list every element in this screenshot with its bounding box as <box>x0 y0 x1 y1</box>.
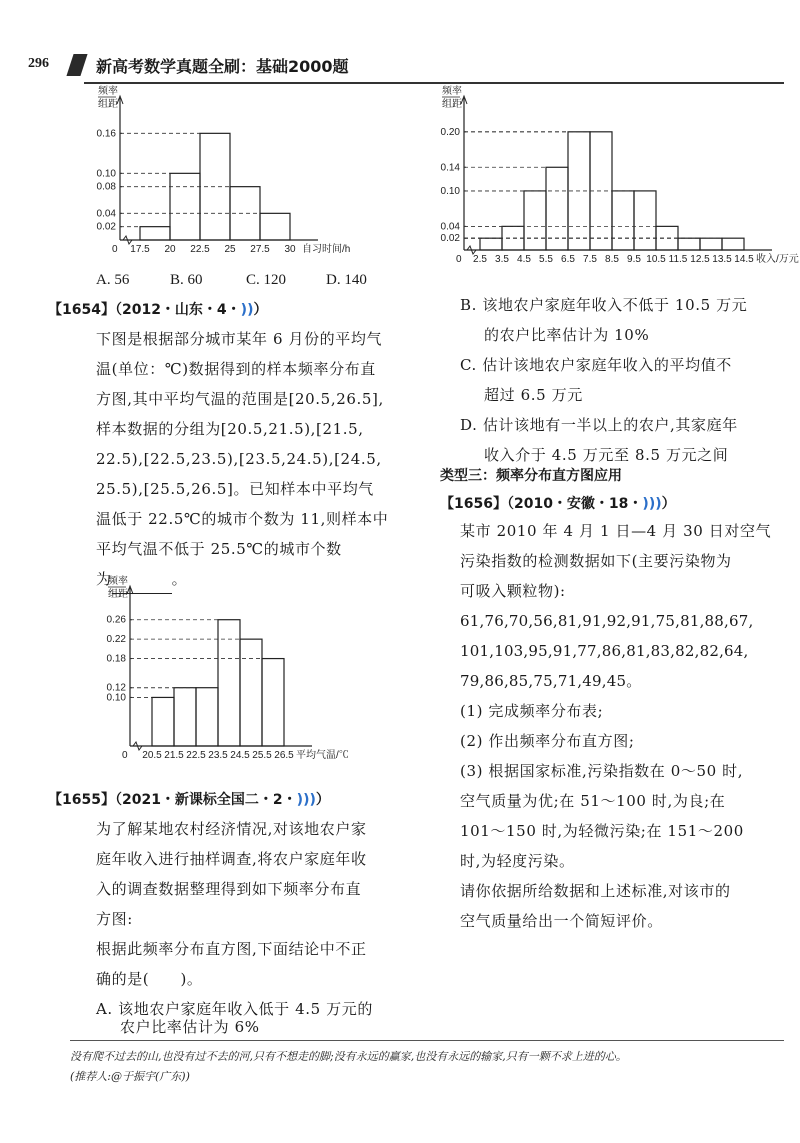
problem-1654-line: 方图,其中平均气温的范围是[20.5,26.5], <box>96 390 384 408</box>
x-tick-label: 22.5 <box>190 244 210 255</box>
problem-1655-option-b-cont: 的农户比率估计为 10% <box>484 326 650 344</box>
option-d: D. 140 <box>326 272 367 288</box>
y-tick-label: 0.16 <box>96 128 116 140</box>
x-tick-label: 14.5 <box>734 254 754 265</box>
problem-1656-tag: 【1656】（2010・安徽・18・)))） <box>440 496 676 512</box>
problem-1654-last-text: 为 <box>96 570 112 588</box>
y-tick-label: 0.26 <box>106 614 126 626</box>
histogram-bar <box>262 659 284 746</box>
problem-1655-option-a: A. 该地农户家庭年收入低于 4.5 万元的 <box>96 1000 373 1018</box>
x-tick-label: 2.5 <box>473 254 487 265</box>
histogram-bar <box>196 688 218 746</box>
histogram-bar <box>700 238 722 250</box>
y-tick-label: 0.04 <box>440 221 460 233</box>
problem-1655-tag: 【1655】（2021・新课标全国二・2・)))） <box>48 792 330 808</box>
y-tick-label: 0.08 <box>96 181 116 193</box>
problem-1656-part-3: (3) 根据国家标准,污染指数在 0～50 时, <box>460 762 744 780</box>
y-tick-label: 0.14 <box>440 162 460 174</box>
x-tick-label: 20 <box>164 244 176 255</box>
histogram-bar <box>140 227 170 240</box>
histogram-bar <box>260 213 290 240</box>
y-axis-label-top: 频率 <box>108 576 128 587</box>
problem-1655-option-c-cont: 超过 6.5 万元 <box>484 386 583 404</box>
problem-1655-option-d-cont: 收入介于 4.5 万元至 8.5 万元之间 <box>484 446 729 464</box>
histogram-bar <box>678 238 700 250</box>
option-b: B. 60 <box>170 272 203 288</box>
problem-1655-source: 【1655】（2021・新课标全国二・2・ <box>48 792 297 808</box>
problem-1656-part-2: (2) 作出频率分布直方图; <box>460 732 635 750</box>
histogram-bar <box>524 191 546 250</box>
difficulty-icon: )) <box>240 302 254 318</box>
origin-label: 0 <box>112 244 118 255</box>
x-tick-label: 26.5 <box>274 750 294 761</box>
histogram-bar <box>480 238 502 250</box>
x-axis-label: 收入/万元 <box>756 254 799 265</box>
x-tick-label: 17.5 <box>130 244 150 255</box>
problem-1655-line: 为了解某地农村经济情况,对该地农户家 <box>96 820 367 838</box>
difficulty-icon: ))) <box>296 792 316 808</box>
y-tick-label: 0.10 <box>440 185 460 197</box>
x-tick-label: 8.5 <box>605 254 619 265</box>
y-axis-label-bottom: 组距 <box>98 99 118 110</box>
option-c: C. 120 <box>246 272 287 288</box>
y-tick-label: 0.04 <box>96 208 116 220</box>
problem-1654-line: 温低于 22.5℃的城市个数为 11,则样本中 <box>96 510 389 528</box>
footer-quote: 没有爬不过去的山,也没有过不去的河,只有不想走的脚;没有永远的赢家,也没有永远的输家,只有一颗不求上进的心。 <box>70 1050 627 1063</box>
problem-1654-line: 22.5),[22.5,23.5),[23.5,24.5),[24.5, <box>96 450 382 468</box>
problem-1656-line: 请你依据所给数据和上述标准,对该市的 <box>460 882 731 900</box>
y-tick-label: 0.22 <box>106 634 126 646</box>
problem-1654-line: 下图是根据部分城市某年 6 月份的平均气 <box>96 330 383 348</box>
histogram-study-time <box>80 86 410 270</box>
section-heading-type3: 类型三：频率分布直方图应用 <box>440 468 622 484</box>
y-tick-label: 0.02 <box>440 233 460 245</box>
problem-1654-source: 【1654】（2012・山东・4・ <box>48 302 241 318</box>
histogram-bar <box>152 697 174 746</box>
x-tick-label: 3.5 <box>495 254 509 265</box>
y-tick-label: 0.20 <box>440 126 460 138</box>
problem-1656-line: 空气质量给出一个简短评价。 <box>460 912 663 930</box>
x-tick-label: 21.5 <box>164 750 184 761</box>
y-tick-label: 0.10 <box>106 692 126 704</box>
problem-1656-line: 空气质量为优;在 51～100 时,为良;在 <box>460 792 726 810</box>
problem-1655-line: 庭年收入进行抽样调查,将农户家庭年收 <box>96 850 367 868</box>
histogram-bar <box>612 191 634 250</box>
problem-1655-option-b: B. 该地农户家庭年收入不低于 10.5 万元 <box>460 296 748 314</box>
x-tick-label: 6.5 <box>561 254 575 265</box>
header-slash-mark <box>66 54 87 76</box>
origin-label: 0 <box>456 254 462 265</box>
problem-1656-part-1: (1) 完成频率分布表; <box>460 702 604 720</box>
problem-1655-line: 确的是( )。 <box>96 970 203 988</box>
problem-1656-data: 79,86,85,75,71,49,45。 <box>460 672 642 690</box>
x-tick-label: 12.5 <box>690 254 710 265</box>
y-tick-label: 0.02 <box>96 221 116 233</box>
problem-1654-period: 。 <box>171 570 188 588</box>
problem-1656-line: 污染指数的检测数据如下(主要污染物为 <box>460 552 732 570</box>
problem-1654-line: 平均气温不低于 25.5℃的城市个数 <box>96 540 342 558</box>
histogram-bar <box>546 167 568 250</box>
problem-1655-option-c: C. 估计该地农户家庭年收入的平均值不 <box>460 356 732 374</box>
x-tick-label: 7.5 <box>583 254 597 265</box>
histogram-bar <box>174 688 196 746</box>
difficulty-icon: ))) <box>642 496 662 512</box>
x-axis-label: 平均气温/℃ <box>296 750 349 761</box>
x-axis-label: 自习时间/h <box>302 244 351 255</box>
option-a: A. 56 <box>96 272 130 288</box>
x-tick-label: 30 <box>284 244 296 255</box>
problem-1654-tag: 【1654】（2012・山东・4・))） <box>48 302 268 318</box>
problem-1655-line: 根据此频率分布直方图,下面结论中不正 <box>96 940 367 958</box>
footer-rule <box>70 1040 784 1041</box>
x-tick-label: 13.5 <box>712 254 732 265</box>
y-axis-label-bottom: 组距 <box>442 99 462 110</box>
problem-1654-line: 温(单位：℃)数据得到的样本频率分布直 <box>96 360 376 378</box>
x-tick-label: 11.5 <box>668 254 688 265</box>
problem-1655-option-d: D. 估计该地有一半以上的农户,其家庭年 <box>460 416 738 434</box>
x-tick-label: 9.5 <box>627 254 641 265</box>
y-axis-label-bottom: 组距 <box>108 589 128 600</box>
x-tick-label: 25.5 <box>252 750 272 761</box>
histogram-bar <box>240 639 262 746</box>
histogram-bar <box>722 238 744 250</box>
x-tick-label: 24.5 <box>230 750 250 761</box>
problem-1656-line: 某市 2010 年 4 月 1 日—4 月 30 日对空气 <box>460 522 772 540</box>
y-tick-label: 0.18 <box>106 653 126 665</box>
x-tick-label: 4.5 <box>517 254 531 265</box>
problem-1656-line: 可吸入颗粒物): <box>460 582 566 600</box>
x-tick-label: 23.5 <box>208 750 228 761</box>
problem-1656-data: 61,76,70,56,81,91,92,91,75,81,88,67, <box>460 612 754 630</box>
x-tick-label: 22.5 <box>186 750 206 761</box>
x-tick-label: 20.5 <box>142 750 162 761</box>
book-title: 新高考数学真题全刷：基础2000题 <box>96 57 349 76</box>
problem-1654-line: 样本数据的分组为[20.5,21.5),[21.5, <box>96 420 364 438</box>
page-number: 296 <box>28 56 49 71</box>
problem-1656-source: 【1656】（2010・安徽・18・ <box>440 496 643 512</box>
problem-1655-option-a-cont: 农户比率估计为 6% <box>120 1018 260 1036</box>
problem-1655-line: 入的调查数据整理得到如下频率分布直 <box>96 880 362 898</box>
problem-1654-line: 25.5),[25.5,26.5]。已知样本中平均气 <box>96 480 374 498</box>
problem-1656-data: 101,103,95,91,77,86,81,83,82,82,64, <box>460 642 749 660</box>
problem-1655-line: 方图: <box>96 910 133 928</box>
footer-recommender: (推荐人:@于振宇(广东)) <box>70 1070 190 1083</box>
histogram-income <box>440 86 799 280</box>
problem-1656-line: 时,为轻度污染。 <box>460 852 575 870</box>
y-axis-label-top: 频率 <box>98 86 118 97</box>
histogram-bar <box>218 620 240 746</box>
header-rule <box>84 82 784 84</box>
x-tick-label: 27.5 <box>250 244 270 255</box>
y-axis-label-top: 频率 <box>442 86 462 97</box>
origin-label: 0 <box>122 750 128 761</box>
y-tick-label: 0.10 <box>96 168 116 180</box>
y-tick-label: 0.12 <box>106 682 126 694</box>
problem-1656-line: 101～150 时,为轻微污染;在 151～200 <box>460 822 744 840</box>
histogram-bar <box>170 173 200 240</box>
x-tick-label: 5.5 <box>539 254 553 265</box>
x-tick-label: 10.5 <box>646 254 666 265</box>
histogram-bar <box>634 191 656 250</box>
histogram-temperature <box>80 576 410 776</box>
x-tick-label: 25 <box>224 244 236 255</box>
